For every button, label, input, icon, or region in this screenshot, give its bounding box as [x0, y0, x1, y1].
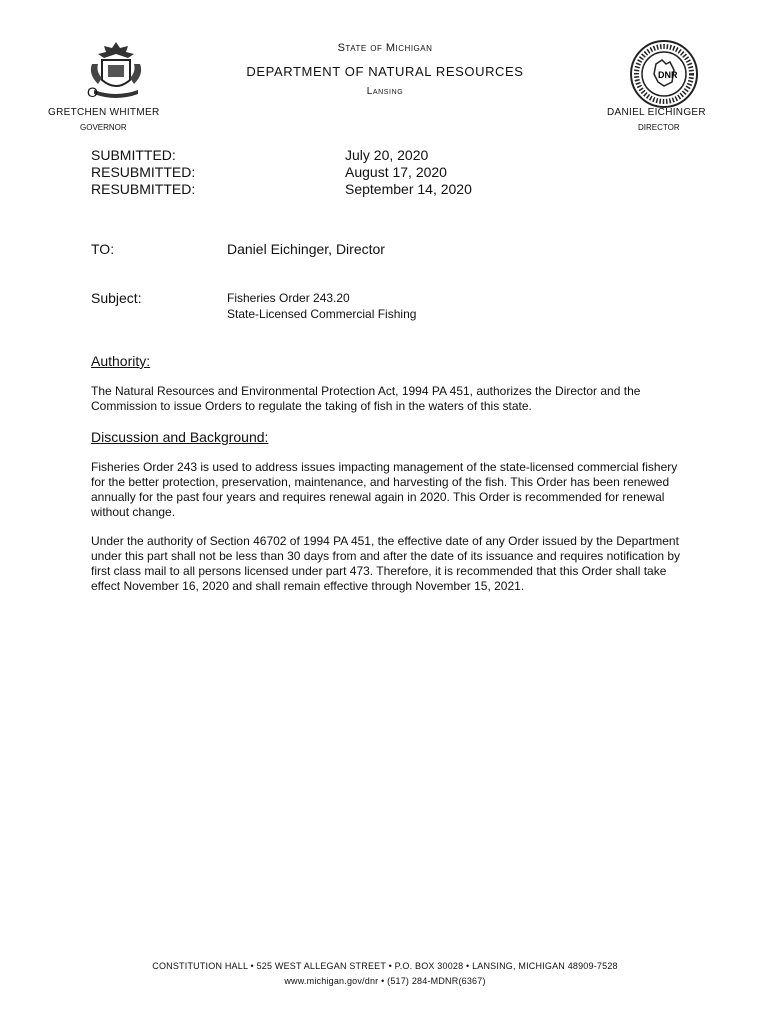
subject-line-2: State-Licensed Commercial Fishing [227, 307, 417, 321]
dnr-seal-text: DNR [658, 70, 678, 80]
footer-contact: www.michigan.gov/dnr • (517) 284-MDNR(6367) [284, 976, 486, 986]
resubmitted-date: September 14, 2020 [345, 181, 472, 197]
to-label: TO: [91, 241, 115, 257]
authority-paragraph: The Natural Resources and Environmental Protection Act, 1994 PA 451, authorizes the Director and the Commission to issue Orders to regulate the taking of fish in the waters of this state. [91, 384, 641, 413]
subject-line-1: Fisheries Order 243.20 [227, 291, 350, 305]
subject-label: Subject: [91, 290, 142, 306]
director-name: DANIEL EICHINGER [607, 107, 706, 118]
governor-name: GRETCHEN WHITMER [48, 107, 160, 118]
footer-address: CONSTITUTION HALL • 525 WEST ALLEGAN STREET • P.O. BOX 30028 • LANSING, MICHIGAN 48909-7528 [152, 961, 618, 971]
resubmitted-label: RESUBMITTED: [91, 181, 196, 197]
resubmitted-label: RESUBMITTED: [91, 164, 196, 180]
discussion-paragraph-1: Fisheries Order 243 is used to address issues impacting management of the state-licensed commercial fishery for the better protection, preservation, maintenance, and harvesting of the fish. This Order has been renewed annually for the past four years and requires renewal again in 2020. This Order is recommended for renewal without change. [91, 460, 678, 519]
to-recipient: Daniel Eichinger, Director [227, 241, 385, 257]
department-name: DEPARTMENT OF NATURAL RESOURCES [246, 64, 524, 79]
discussion-paragraph-2: Under the authority of Section 46702 of 1994 PA 451, the effective date of any Order issued by the Department under this part shall not be less than 30 days from and after the date of its issuance and requires notification by first class mail to all persons licensed under part 473. Therefore, it is recommended that this Order shall take effect November 16, 2020 and shall remain effective through November 15, 2021. [91, 534, 681, 593]
authority-heading: Authority: [91, 353, 151, 369]
submitted-label: SUBMITTED: [91, 147, 176, 163]
city-name: Lansing [366, 86, 404, 97]
director-title: DIRECTOR [638, 123, 680, 132]
state-name: State of Michigan [337, 42, 433, 54]
governor-title: GOVERNOR [80, 123, 127, 132]
o-mark: O [87, 84, 98, 100]
discussion-heading: Discussion and Background: [91, 429, 269, 445]
resubmitted-date: August 17, 2020 [345, 164, 447, 180]
submitted-date: July 20, 2020 [345, 147, 429, 163]
dnr-seal-icon [628, 38, 700, 110]
